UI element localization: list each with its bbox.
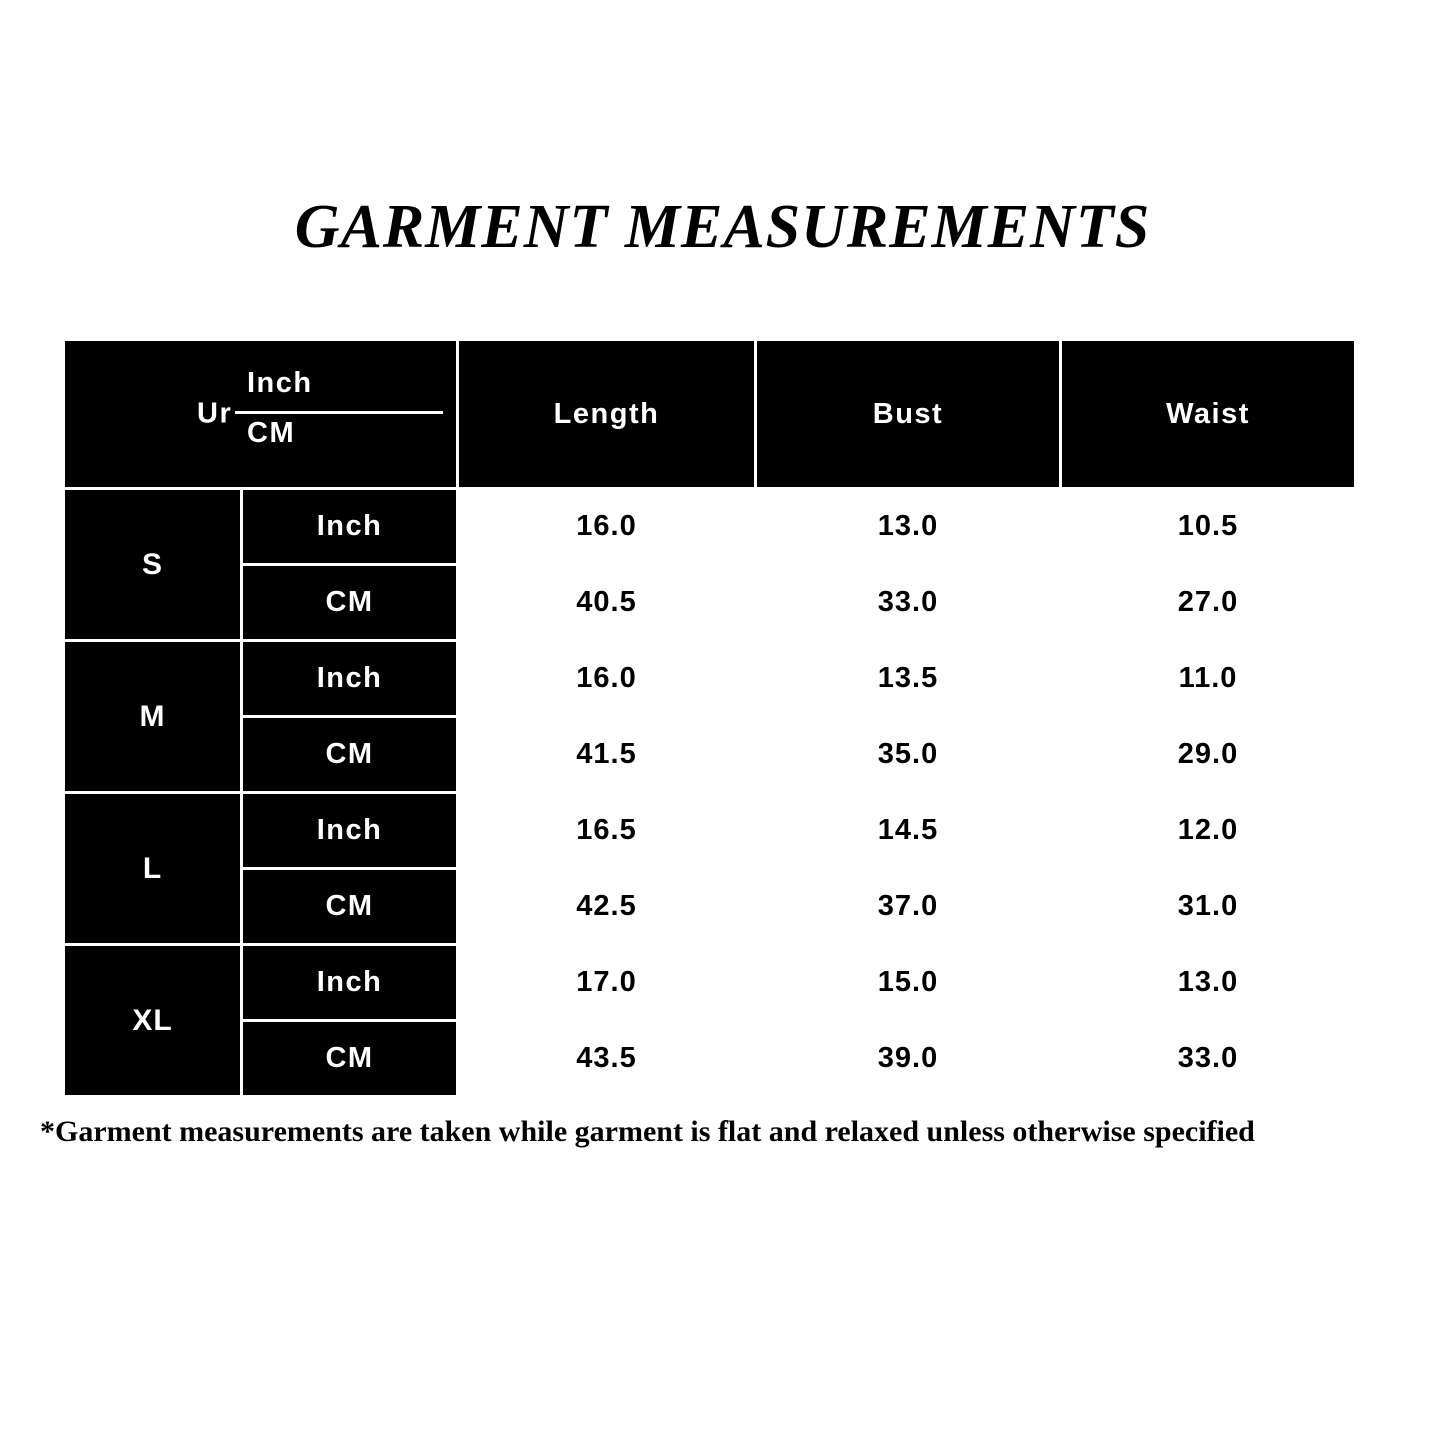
value-s-inch-length: 16.0 [458,489,756,565]
page-title: GARMENT MEASUREMENTS [294,193,1151,261]
value-s-inch-bust: 13.0 [756,489,1061,565]
unit-header-cell [64,340,458,489]
value-xl-cm-bust: 39.0 [756,1021,1061,1097]
value-s-cm-waist: 27.0 [1061,565,1356,641]
column-header-bust: Bust [756,340,1061,489]
value-m-cm-bust: 35.0 [756,717,1061,793]
value-s-cm-bust: 33.0 [756,565,1061,641]
size-label-xl: XL [64,945,242,1097]
table-row [64,565,1356,641]
value-s-cm-length: 40.5 [458,565,756,641]
table-row [64,1021,1356,1097]
value-m-inch-waist: 11.0 [1061,641,1356,717]
column-header-length: Length [458,340,756,489]
unit-label-l-inch: Inch [242,793,458,869]
value-xl-inch-waist: 13.0 [1061,945,1356,1021]
footnote-text: *Garment measurements are taken while garment is flat and relaxed unless otherwise specified [40,1115,1255,1148]
value-l-inch-waist: 12.0 [1061,793,1356,869]
value-m-inch-length: 16.0 [458,641,756,717]
unit-label-s-inch: Inch [242,489,458,565]
value-xl-inch-length: 17.0 [458,945,756,1021]
unit-header-cm: CM [247,417,296,449]
unit-label-xl-cm: CM [242,1021,458,1097]
value-l-cm-waist: 31.0 [1061,869,1356,945]
value-l-cm-length: 42.5 [458,869,756,945]
table-row [64,793,1356,869]
value-xl-inch-bust: 15.0 [756,945,1061,1021]
table-row [64,641,1356,717]
measurements-table [62,338,1357,1098]
table-row [64,945,1356,1021]
value-m-cm-waist: 29.0 [1061,717,1356,793]
size-label-l: L [64,793,242,945]
value-xl-cm-waist: 33.0 [1061,1021,1356,1097]
unit-label-l-cm: CM [242,869,458,945]
table-header-row [64,340,1356,489]
unit-header-label: Ur [197,397,233,430]
value-m-cm-length: 41.5 [458,717,756,793]
unit-header-inch: Inch [247,367,313,399]
size-label-m: M [64,641,242,793]
measurements-table-container [62,338,1354,1098]
unit-label-m-cm: CM [242,717,458,793]
value-xl-cm-length: 43.5 [458,1021,756,1097]
value-l-inch-length: 16.5 [458,793,756,869]
value-m-inch-bust: 13.5 [756,641,1061,717]
unit-label-xl-inch: Inch [242,945,458,1021]
table-row [64,869,1356,945]
value-l-cm-bust: 37.0 [756,869,1061,945]
column-header-waist: Waist [1061,340,1356,489]
unit-header-divider [235,411,443,414]
unit-label-m-inch: Inch [242,641,458,717]
table-row [64,489,1356,565]
value-s-inch-waist: 10.5 [1061,489,1356,565]
value-l-inch-bust: 14.5 [756,793,1061,869]
size-label-s: S [64,489,242,641]
table-row [64,717,1356,793]
unit-label-s-cm: CM [242,565,458,641]
